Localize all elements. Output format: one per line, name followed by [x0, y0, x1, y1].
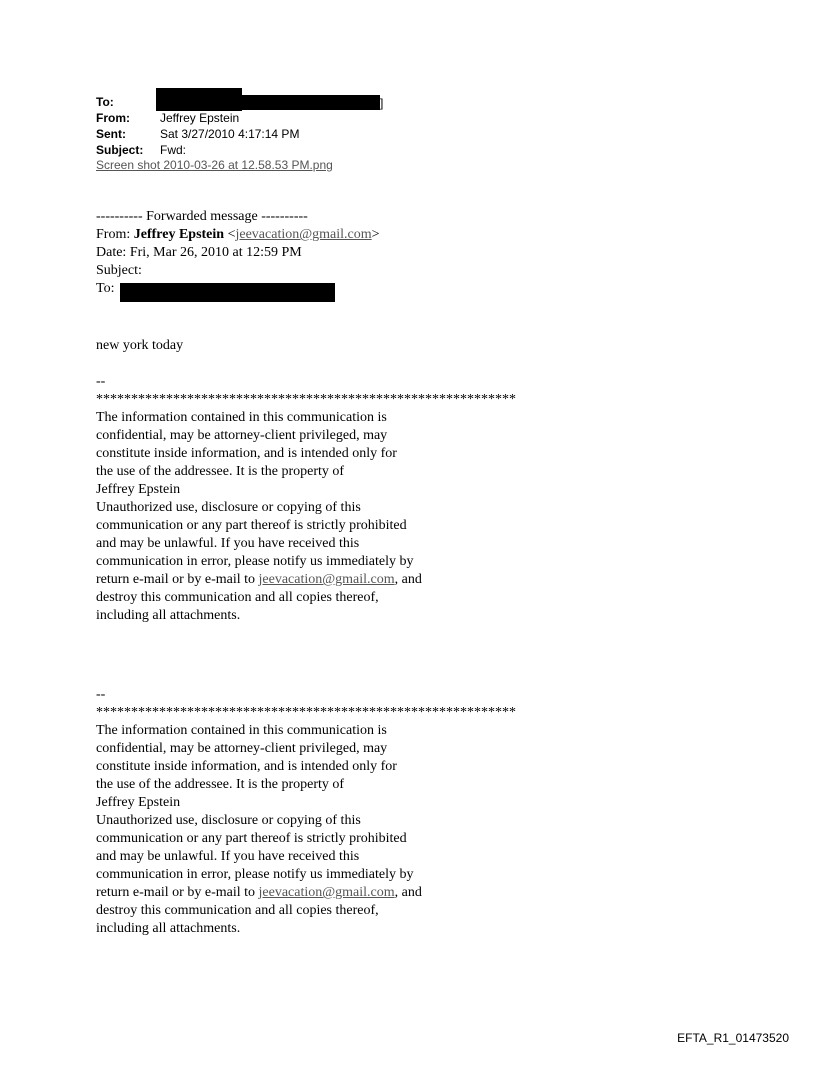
header-subject-label: Subject:: [96, 143, 144, 157]
signature-line: including all attachments.: [96, 608, 241, 623]
forwarded-email-close: >: [371, 227, 380, 242]
signature-dashes: --: [96, 687, 106, 702]
header-sent-label: Sent:: [96, 127, 126, 141]
header-from-row: [96, 111, 239, 125]
signature-dashes: --: [96, 374, 106, 389]
signature-line: communication in error, please notify us immediately by: [96, 867, 414, 882]
signature-line: confidential, may be attorney-client privileged, may: [96, 741, 388, 756]
signature-stars: ************************************************************: [96, 705, 516, 720]
signature-email-link[interactable]: jeevacation@gmail.com: [258, 885, 395, 900]
header-from-value: Jeffrey Epstein: [160, 111, 240, 125]
signature-line: constitute inside information, and is intended only for: [96, 446, 397, 461]
signature-line: communication or any part thereof is strictly prohibited: [96, 831, 407, 846]
redaction-box: [242, 95, 380, 110]
signature-line: the use of the addressee. It is the property of: [96, 464, 345, 479]
header-sent-value: Sat 3/27/2010 4:17:14 PM: [160, 127, 300, 141]
signature-line: Unauthorized use, disclosure or copying of this: [96, 813, 361, 828]
signature-email-link[interactable]: jeevacation@gmail.com: [258, 572, 395, 587]
forwarded-subject-line: Subject:: [96, 263, 142, 278]
header-to-row: [96, 95, 160, 109]
signature-line: and may be unlawful. If you have received this: [96, 536, 360, 551]
header-subject-row: [96, 143, 186, 157]
signature-line: the use of the addressee. It is the property of: [96, 777, 345, 792]
signature-return-suffix: , and: [394, 885, 422, 900]
header-from-label: From:: [96, 111, 130, 125]
redaction-box: [156, 88, 242, 111]
forwarded-to-label: To:: [96, 281, 115, 296]
signature-return-line: [96, 571, 516, 589]
header-subject-value: Fwd:: [160, 143, 187, 157]
forwarded-email-open: <: [224, 227, 236, 242]
signature-stars: ************************************************************: [96, 392, 516, 407]
header-to-label: To:: [96, 95, 114, 109]
signature-line: The information contained in this communication is: [96, 723, 387, 738]
signature-line: destroy this communication and all copies thereof,: [96, 903, 379, 918]
signature-line: communication or any part thereof is strictly prohibited: [96, 518, 407, 533]
signature-return-suffix: , and: [394, 572, 422, 587]
signature-line: Unauthorized use, disclosure or copying of this: [96, 500, 361, 515]
signature-line: confidential, may be attorney-client privileged, may: [96, 428, 388, 443]
attachment-link[interactable]: Screen shot 2010-03-26 at 12.58.53 PM.png: [96, 158, 333, 172]
signature-line: constitute inside information, and is intended only for: [96, 759, 397, 774]
forwarded-from-line: [96, 226, 380, 244]
forwarded-date-line: Date: Fri, Mar 26, 2010 at 12:59 PM: [96, 245, 302, 260]
signature-return-line: [96, 884, 516, 902]
redaction-box: [120, 283, 335, 302]
document-id: EFTA_R1_01473520: [677, 1031, 789, 1045]
confidentiality-signature: [96, 686, 516, 938]
signature-line: and may be unlawful. If you have received this: [96, 849, 360, 864]
signature-line: The information contained in this communication is: [96, 410, 387, 425]
signature-return-prefix: return e-mail or by e-mail to: [96, 885, 259, 900]
forwarded-separator: ---------- Forwarded message ----------: [96, 209, 308, 224]
forwarded-from-name: Jeffrey Epstein: [133, 227, 225, 242]
signature-line: including all attachments.: [96, 921, 241, 936]
signature-line: Jeffrey Epstein: [96, 482, 181, 497]
header-to-bracket: ]: [380, 96, 384, 110]
signature-return-prefix: return e-mail or by e-mail to: [96, 572, 259, 587]
message-body: new york today: [96, 338, 184, 353]
signature-line: Jeffrey Epstein: [96, 795, 181, 810]
forwarded-from-prefix: From:: [96, 227, 134, 242]
header-sent-row: [96, 127, 299, 141]
confidentiality-signature: [96, 373, 516, 625]
signature-line: destroy this communication and all copies thereof,: [96, 590, 379, 605]
forwarded-from-email-link[interactable]: jeevacation@gmail.com: [235, 227, 372, 242]
signature-line: communication in error, please notify us immediately by: [96, 554, 414, 569]
